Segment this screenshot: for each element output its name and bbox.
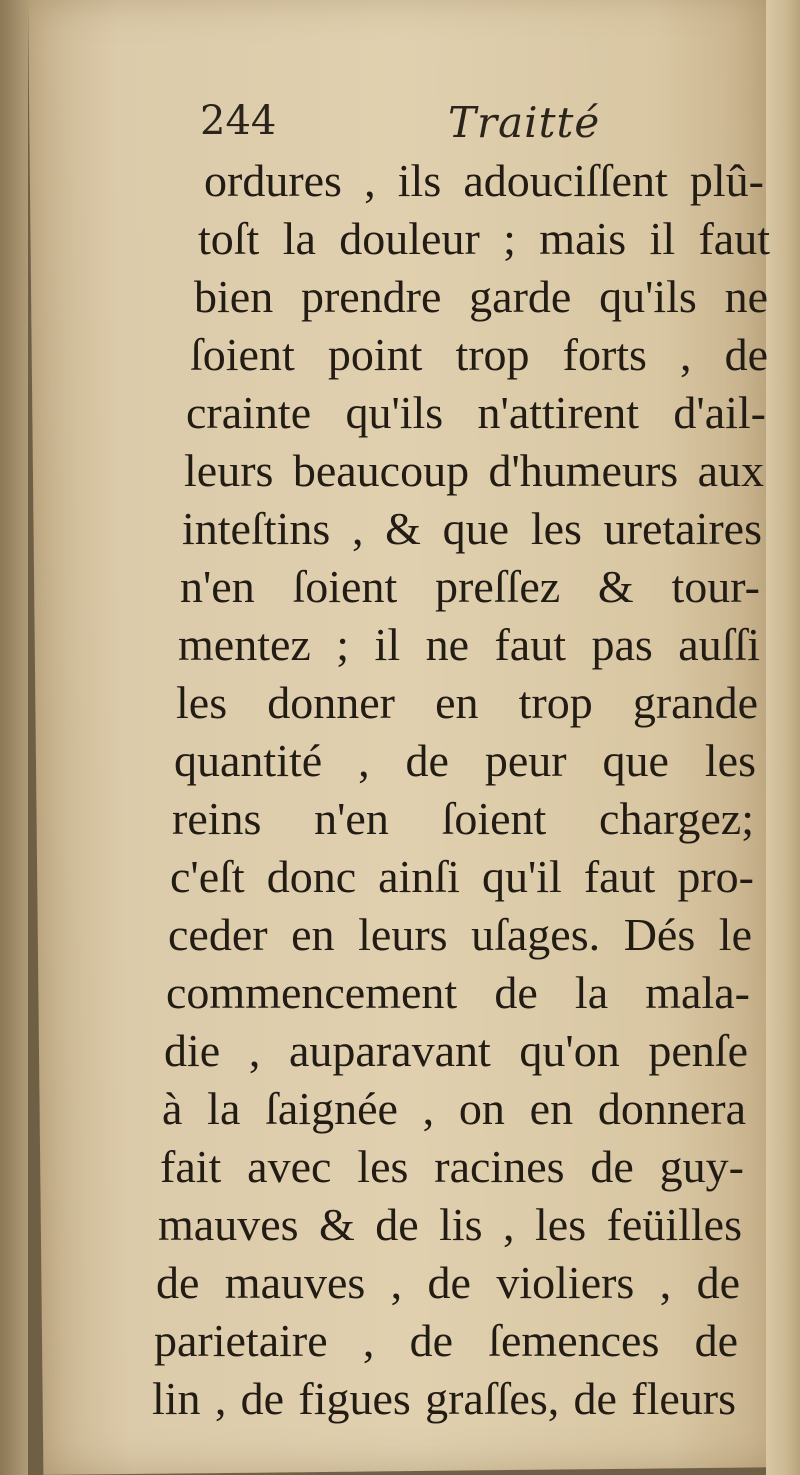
text-line: commencement de la mala- — [166, 967, 750, 1018]
book-spine-shadow — [0, 0, 28, 1475]
text-line: crainte qu'ils n'attirent d'ail- — [186, 387, 766, 438]
page-fore-edge — [766, 0, 800, 1475]
text-line: leurs beaucoup d'humeurs aux — [184, 445, 764, 496]
text-line: toſt la douleur ; mais il faut — [198, 213, 770, 264]
text-line: les donner en trop grande — [176, 677, 758, 728]
text-line: quantité , de peur que les — [174, 735, 756, 786]
text-line: ſoient point trop forts , de — [190, 329, 768, 380]
text-line: inteſtins , & que les uretaires — [182, 503, 762, 554]
text-line: c'eſt donc ainſi qu'il faut pro- — [170, 851, 754, 902]
text-line: mentez ; il ne faut pas auſſi — [178, 619, 760, 670]
page-number: 244 — [200, 98, 277, 144]
text-line: reins n'en ſoient chargez; — [172, 793, 754, 844]
text-line: mauves & de lis , les feüilles — [158, 1199, 742, 1250]
text-line: bien prendre garde qu'ils ne — [194, 271, 768, 322]
text-line: ordures , ils adouciſſent plû- — [204, 155, 764, 206]
text-line: parietaire , de ſemences de — [154, 1315, 738, 1366]
page-header — [0, 98, 800, 158]
text-line: fait avec les racines de guy- — [160, 1141, 744, 1192]
text-line: de mauves , de violiers , de — [156, 1257, 740, 1308]
text-line: ceder en leurs uſages. Dés le — [168, 909, 752, 960]
text-line: die , auparavant qu'on penſe — [164, 1025, 748, 1076]
running-title: Traitté — [448, 98, 601, 147]
text-line: n'en ſoient preſſez & tour- — [180, 561, 760, 612]
text-line: à la ſaignée , on en donnera — [162, 1083, 746, 1134]
text-line: lin , de figues graſſes, de fleurs — [152, 1373, 736, 1424]
